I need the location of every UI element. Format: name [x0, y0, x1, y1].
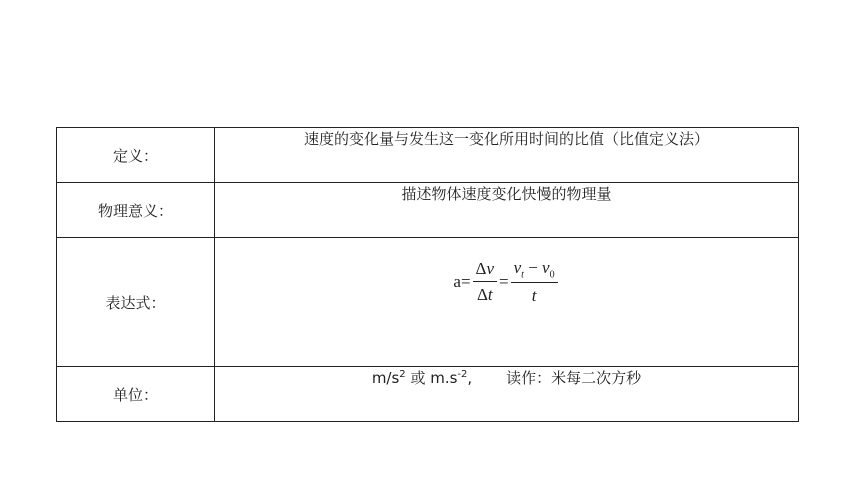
formula-equals: =: [499, 272, 509, 292]
acceleration-formula: [453, 258, 559, 306]
row-value-definition: 速度的变化量与发生这一变化所用时间的比值（比值定义法）: [215, 128, 799, 183]
table-row: [57, 367, 799, 422]
row-label-meaning: 物理意义：: [57, 183, 215, 238]
unit-reading: 读作：米每二次方秒: [506, 369, 642, 387]
row-value-expression: [215, 238, 799, 367]
formula-lhs: a=: [453, 272, 471, 292]
fraction-denominator: t: [531, 286, 537, 306]
definition-table: [56, 127, 799, 422]
row-label-definition: 定义：: [57, 128, 215, 183]
fraction-numerator: Δv: [473, 259, 497, 282]
table-row: [57, 183, 799, 238]
row-label-expression: 表达式：: [57, 238, 215, 367]
table-row: [57, 238, 799, 367]
fraction-numerator: $v_t - v_0$: [511, 258, 558, 283]
row-value-meaning: 描述物体速度变化快慢的物理量: [215, 183, 799, 238]
fraction-denominator: Δt: [476, 285, 493, 305]
unit-text: $m/s^2$ 或 $m.s^{-2}$,: [371, 369, 473, 387]
fraction-delta-v-over-delta-t: [473, 259, 497, 305]
row-value-unit: [215, 367, 799, 422]
fraction-velocity-difference: [511, 258, 558, 306]
row-label-unit: 单位：: [57, 367, 215, 422]
table-row: [57, 128, 799, 183]
